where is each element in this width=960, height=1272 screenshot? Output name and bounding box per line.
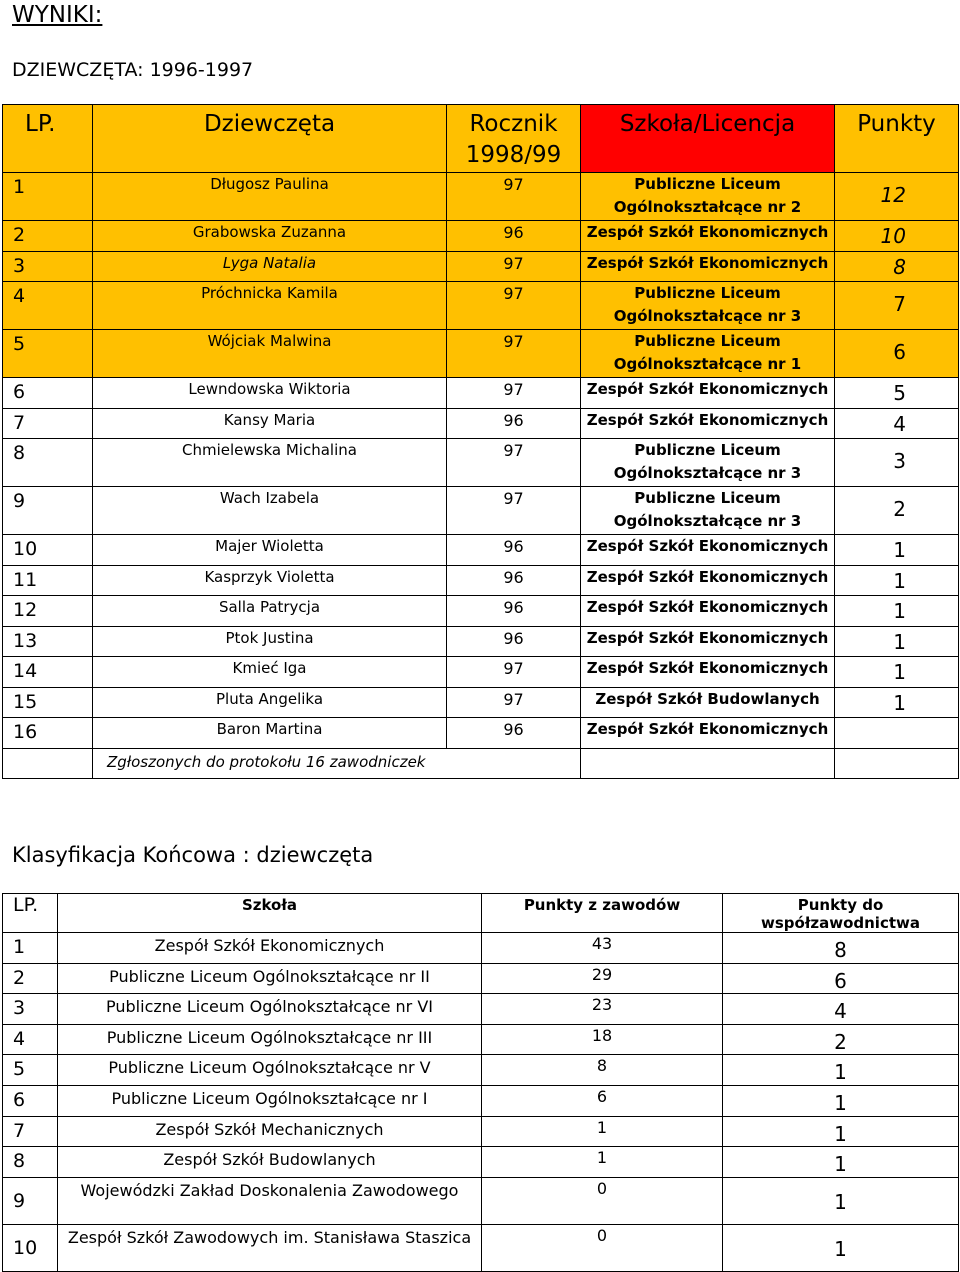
results-school: Zespół Szkół Ekonomicznych — [581, 596, 835, 627]
results-points: 1 — [835, 596, 959, 627]
results-school: Zespół Szkół Ekonomicznych — [581, 408, 835, 439]
footer-note: Zgłoszonych do protokołu 16 zawodniczek — [93, 748, 581, 778]
results-year: 97 — [447, 487, 581, 535]
results-school: Zespół Szkół Ekonomicznych — [581, 378, 835, 409]
results-points: 4 — [835, 408, 959, 439]
category-title: DZIEWCZĘTA: 1996-1997 — [12, 59, 254, 81]
results-points: 5 — [835, 378, 959, 409]
results-year: 96 — [447, 626, 581, 657]
results-row — [3, 596, 959, 627]
results-lp: 2 — [3, 221, 93, 252]
results-year: 96 — [447, 596, 581, 627]
results-row — [3, 439, 959, 487]
results-year: 96 — [447, 408, 581, 439]
header-school: Szkoła/Licencja — [581, 105, 835, 173]
final-lp: 5 — [3, 1055, 58, 1086]
final-lp: 2 — [3, 963, 58, 994]
results-name: Salla Patrycja — [93, 596, 447, 627]
results-points: 1 — [835, 535, 959, 566]
results-row — [3, 251, 959, 282]
results-school: Zespół Szkół Ekonomicznych — [581, 565, 835, 596]
results-name: Długosz Paulina — [93, 173, 447, 221]
final-row — [3, 1055, 959, 1086]
results-row — [3, 535, 959, 566]
final-row — [3, 1085, 959, 1116]
results-lp: 9 — [3, 487, 93, 535]
results-lp: 1 — [3, 173, 93, 221]
final-points: 1 — [482, 1147, 723, 1178]
results-row — [3, 282, 959, 330]
final-coop: 4 — [723, 994, 959, 1025]
final-coop: 6 — [723, 963, 959, 994]
results-year: 97 — [447, 173, 581, 221]
results-lp: 11 — [3, 565, 93, 596]
results-year: 97 — [447, 251, 581, 282]
results-row — [3, 487, 959, 535]
results-lp: 15 — [3, 687, 93, 718]
final-coop: 8 — [723, 933, 959, 964]
final-row — [3, 1177, 959, 1224]
results-lp: 3 — [3, 251, 93, 282]
results-name: Baron Martina — [93, 718, 447, 749]
results-school: Zespół Szkół Ekonomicznych — [581, 535, 835, 566]
final-coop: 1 — [723, 1224, 959, 1271]
results-school: Zespół Szkół Ekonomicznych — [581, 718, 835, 749]
final-lp: 7 — [3, 1116, 58, 1147]
results-lp: 10 — [3, 535, 93, 566]
results-name: Lyga Natalia — [93, 251, 447, 282]
footer-empty-cell — [581, 748, 835, 778]
results-school: Publiczne Liceum Ogólnokształcące nr 1 — [581, 330, 835, 378]
results-points: 3 — [835, 439, 959, 487]
results-lp: 7 — [3, 408, 93, 439]
results-row — [3, 378, 959, 409]
results-name: Próchnicka Kamila — [93, 282, 447, 330]
results-lp: 5 — [3, 330, 93, 378]
results-school: Publiczne Liceum Ogólnokształcące nr 3 — [581, 487, 835, 535]
header-name: Dziewczęta — [93, 105, 447, 173]
results-points: 1 — [835, 565, 959, 596]
final-school: Zespół Szkół Mechanicznych — [58, 1116, 482, 1147]
final-school: Publiczne Liceum Ogólnokształcące nr III — [58, 1024, 482, 1055]
results-row — [3, 330, 959, 378]
results-school: Zespół Szkół Ekonomicznych — [581, 657, 835, 688]
results-school: Publiczne Liceum Ogólnokształcące nr 2 — [581, 173, 835, 221]
final-lp: 10 — [3, 1224, 58, 1271]
results-points: 1 — [835, 657, 959, 688]
results-year: 96 — [447, 535, 581, 566]
results-lp: 13 — [3, 626, 93, 657]
results-school: Publiczne Liceum Ogólnokształcące nr 3 — [581, 439, 835, 487]
results-year: 96 — [447, 718, 581, 749]
results-points: 7 — [835, 282, 959, 330]
results-year: 96 — [447, 565, 581, 596]
final-school: Publiczne Liceum Ogólnokształcące nr I — [58, 1085, 482, 1116]
results-lp: 12 — [3, 596, 93, 627]
results-lp: 16 — [3, 718, 93, 749]
final-coop: 1 — [723, 1177, 959, 1224]
results-row — [3, 408, 959, 439]
final-school: Zespół Szkół Ekonomicznych — [58, 933, 482, 964]
final-school: Wojewódzki Zakład Doskonalenia Zawodowego — [58, 1177, 482, 1224]
final-row — [3, 994, 959, 1025]
final-row — [3, 1024, 959, 1055]
final-row — [3, 933, 959, 964]
results-lp: 14 — [3, 657, 93, 688]
results-year: 97 — [447, 378, 581, 409]
results-year: 97 — [447, 330, 581, 378]
final-row — [3, 1147, 959, 1178]
results-row — [3, 718, 959, 749]
final-lp: 9 — [3, 1177, 58, 1224]
final-header-school: Szkoła — [58, 894, 482, 933]
header-lp: LP. — [3, 105, 93, 173]
final-coop: 1 — [723, 1116, 959, 1147]
results-name: Kansy Maria — [93, 408, 447, 439]
results-name: Ptok Justina — [93, 626, 447, 657]
results-row — [3, 221, 959, 252]
final-school: Zespół Szkół Budowlanych — [58, 1147, 482, 1178]
final-header-coop: Punkty do współzawodnictwa — [723, 894, 959, 933]
final-points: 43 — [482, 933, 723, 964]
footer-empty-cell — [3, 748, 93, 778]
results-year: 97 — [447, 687, 581, 718]
results-points: 12 — [835, 173, 959, 221]
results-year: 97 — [447, 439, 581, 487]
results-points: 6 — [835, 330, 959, 378]
final-points: 6 — [482, 1085, 723, 1116]
final-header-lp: LP. — [3, 894, 58, 933]
final-points: 23 — [482, 994, 723, 1025]
results-school: Zespół Szkół Ekonomicznych — [581, 221, 835, 252]
results-school: Zespół Szkół Budowlanych — [581, 687, 835, 718]
final-points: 0 — [482, 1224, 723, 1271]
final-classification-table — [2, 893, 959, 1272]
final-lp: 4 — [3, 1024, 58, 1055]
results-year: 97 — [447, 657, 581, 688]
final-coop: 2 — [723, 1024, 959, 1055]
results-school: Zespół Szkół Ekonomicznych — [581, 626, 835, 657]
final-school: Publiczne Liceum Ogólnokształcące nr II — [58, 963, 482, 994]
final-header-row — [3, 894, 959, 933]
results-row — [3, 657, 959, 688]
footer-empty-cell — [835, 748, 959, 778]
results-row — [3, 626, 959, 657]
results-name: Wach Izabela — [93, 487, 447, 535]
results-points: 1 — [835, 626, 959, 657]
final-points: 8 — [482, 1055, 723, 1086]
results-lp: 6 — [3, 378, 93, 409]
final-school: Publiczne Liceum Ogólnokształcące nr VI — [58, 994, 482, 1025]
final-row — [3, 1116, 959, 1147]
results-name: Kasprzyk Violetta — [93, 565, 447, 596]
results-school: Zespół Szkół Ekonomicznych — [581, 251, 835, 282]
results-row — [3, 565, 959, 596]
final-lp: 6 — [3, 1085, 58, 1116]
final-lp: 8 — [3, 1147, 58, 1178]
results-name: Pluta Angelika — [93, 687, 447, 718]
page-heading: WYNIKI: — [12, 2, 103, 28]
final-coop: 1 — [723, 1055, 959, 1086]
results-name: Grabowska Zuzanna — [93, 221, 447, 252]
final-header-points: Punkty z zawodów — [482, 894, 723, 933]
final-points: 29 — [482, 963, 723, 994]
results-name: Kmieć Iga — [93, 657, 447, 688]
results-lp: 8 — [3, 439, 93, 487]
final-school: Publiczne Liceum Ogólnokształcące nr V — [58, 1055, 482, 1086]
results-footer-row — [3, 748, 959, 778]
final-classification-title: Klasyfikacja Końcowa : dziewczęta — [12, 843, 374, 867]
header-points: Punkty — [835, 105, 959, 173]
results-school: Publiczne Liceum Ogólnokształcące nr 3 — [581, 282, 835, 330]
results-points: 10 — [835, 221, 959, 252]
final-points: 0 — [482, 1177, 723, 1224]
results-points: 1 — [835, 687, 959, 718]
results-name: Chmielewska Michalina — [93, 439, 447, 487]
results-row — [3, 687, 959, 718]
results-name: Majer Wioletta — [93, 535, 447, 566]
results-row — [3, 173, 959, 221]
results-points — [835, 718, 959, 749]
results-year: 97 — [447, 282, 581, 330]
final-coop: 1 — [723, 1085, 959, 1116]
results-points: 8 — [835, 251, 959, 282]
results-points: 2 — [835, 487, 959, 535]
results-table — [2, 104, 959, 779]
final-lp: 1 — [3, 933, 58, 964]
results-name: Lewndowska Wiktoria — [93, 378, 447, 409]
results-lp: 4 — [3, 282, 93, 330]
final-lp: 3 — [3, 994, 58, 1025]
final-school: Zespół Szkół Zawodowych im. Stanisława Staszica — [58, 1224, 482, 1271]
final-points: 1 — [482, 1116, 723, 1147]
results-year: 96 — [447, 221, 581, 252]
results-header-row — [3, 105, 959, 173]
results-name: Wójciak Malwina — [93, 330, 447, 378]
final-points: 18 — [482, 1024, 723, 1055]
header-year: Rocznik 1998/99 — [447, 105, 581, 173]
final-row — [3, 963, 959, 994]
final-row — [3, 1224, 959, 1271]
final-coop: 1 — [723, 1147, 959, 1178]
